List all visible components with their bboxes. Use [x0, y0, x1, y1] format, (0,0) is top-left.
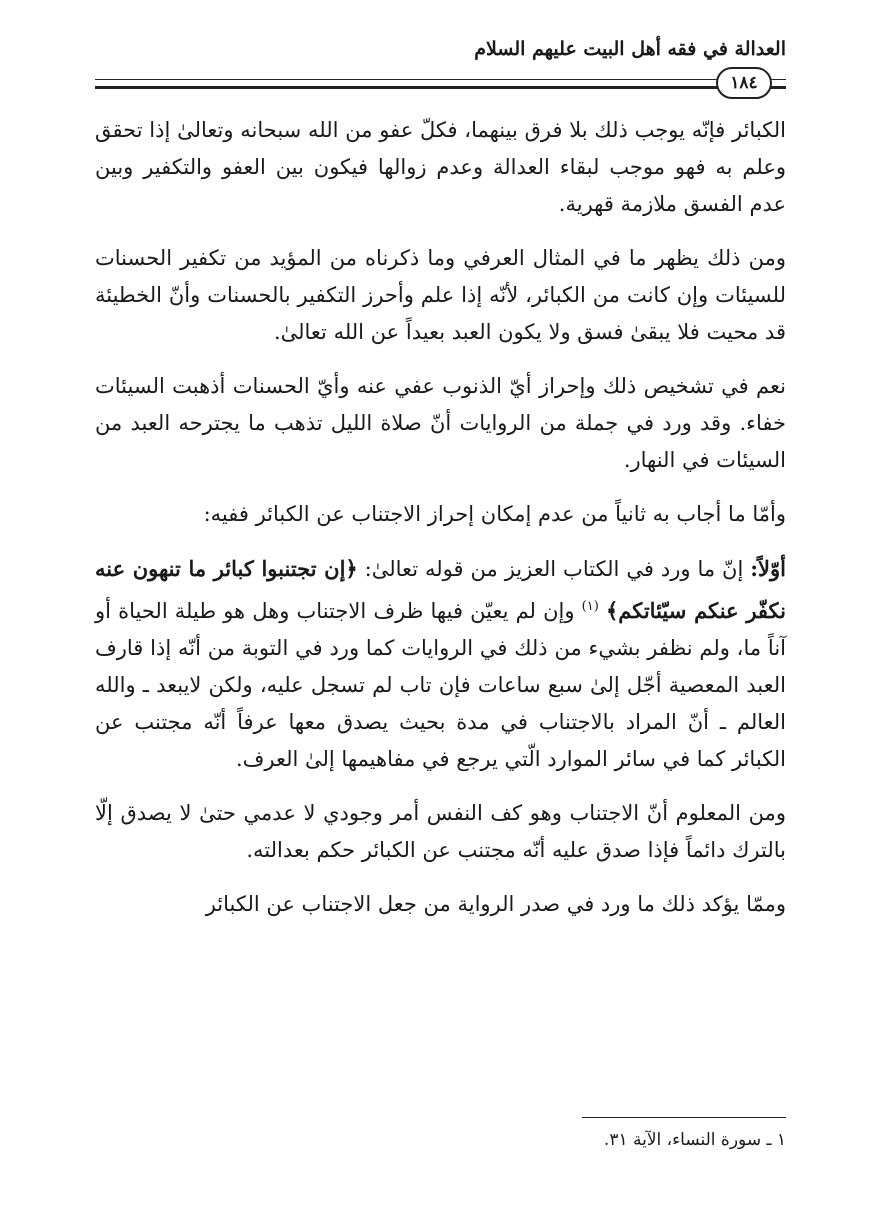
- paragraph-5: [95, 550, 786, 778]
- header-rule-thick: [95, 86, 786, 89]
- paragraph-7: وممّا يؤكد ذلك ما ورد في صدر الرواية من جعل الاجتناب عن الكبائر: [205, 892, 786, 916]
- paragraph-5-lead: أوّلاً:: [750, 556, 786, 581]
- paragraph-1: الكبائر فإنّه يوجب ذلك بلا فرق بينهما، فكلّ عفو من الله سبحانه وتعالىٰ إذا تحقق وعلم به فهو موجب لبقاء العدالة وعدم زوالها فيكون بين العفو والتكفير وبين عدم الفسق ملازمة قهرية.: [95, 118, 786, 216]
- footnote-rule: [582, 1117, 786, 1118]
- paragraph-5-rest: وإن لم يعيّن فيها ظرف الاجتناب وهل هو طيلة الحياة أو آناً ما، ولم نظفر بشيء من ذلك في الروايات كما ورد في التوبة من أنّه إذا قارف العبد المعصية أجّل إلىٰ سبع ساعات فإن تاب لم تسجل عليه، ولكن لايبعد ـ والله العالم ـ أنّ المراد بالاجتناب في مدة بحيث يصدق معها عرفاً أنّه مجتنب عن الكبائر كما في سائر الموارد الّتي يرجع في مفاهيمها إلىٰ العرف.: [95, 599, 786, 771]
- footnote: ١ ـ سورة النساء، الآية ٣١.: [603, 1130, 786, 1150]
- header-rule-thin: [95, 79, 786, 80]
- header-title: العدالة في فقه أهل البيت عليهم السلام: [474, 38, 786, 60]
- page-number: ١٨٤: [716, 67, 772, 99]
- paragraph-6: ومن المعلوم أنّ الاجتناب وهو كف النفس أمر وجودي لا عدمي حتىٰ لا يصدق إلّا بالترك دائماً فإذا صدق عليه أنّه مجتنب عن الكبائر حكم بعدالته.: [95, 801, 786, 862]
- paragraph-5-intro: إنّ ما ورد في الكتاب العزيز من قوله تعالىٰ:: [357, 557, 751, 581]
- footnote-ref: (١): [581, 599, 599, 614]
- paragraph-3: نعم في تشخيص ذلك وإحراز أيّ الذنوب عفي عنه وأيّ الحسنات أذهبت السيئات خفاء. وقد ورد في جملة من الروايات أنّ صلاة الليل تذهب ما يجترحه العبد من السيئات في النهار.: [95, 374, 786, 472]
- running-header: [95, 38, 786, 68]
- paragraph-2: ومن ذلك يظهر ما في المثال العرفي وما ذكرناه من المؤيد من تكفير الحسنات للسيئات وإن كانت من الكبائر، لأنّه إذا علم وأحرز التكفير بالحسنات وأنّ الخطيئة قد محيت فلا يبقىٰ فسق ولا يكون العبد بعيداً عن الله تعالىٰ.: [95, 246, 786, 344]
- body-text: [95, 112, 786, 940]
- quran-verse: ﴿إن تجتنبوا كبائر ما تنهون عنه نكفّر عنكم سيّئاتكم﴾: [95, 556, 787, 623]
- paragraph-4: وأمّا ما أجاب به ثانياً من عدم إمكان إحراز الاجتناب عن الكبائر ففيه:: [203, 502, 786, 526]
